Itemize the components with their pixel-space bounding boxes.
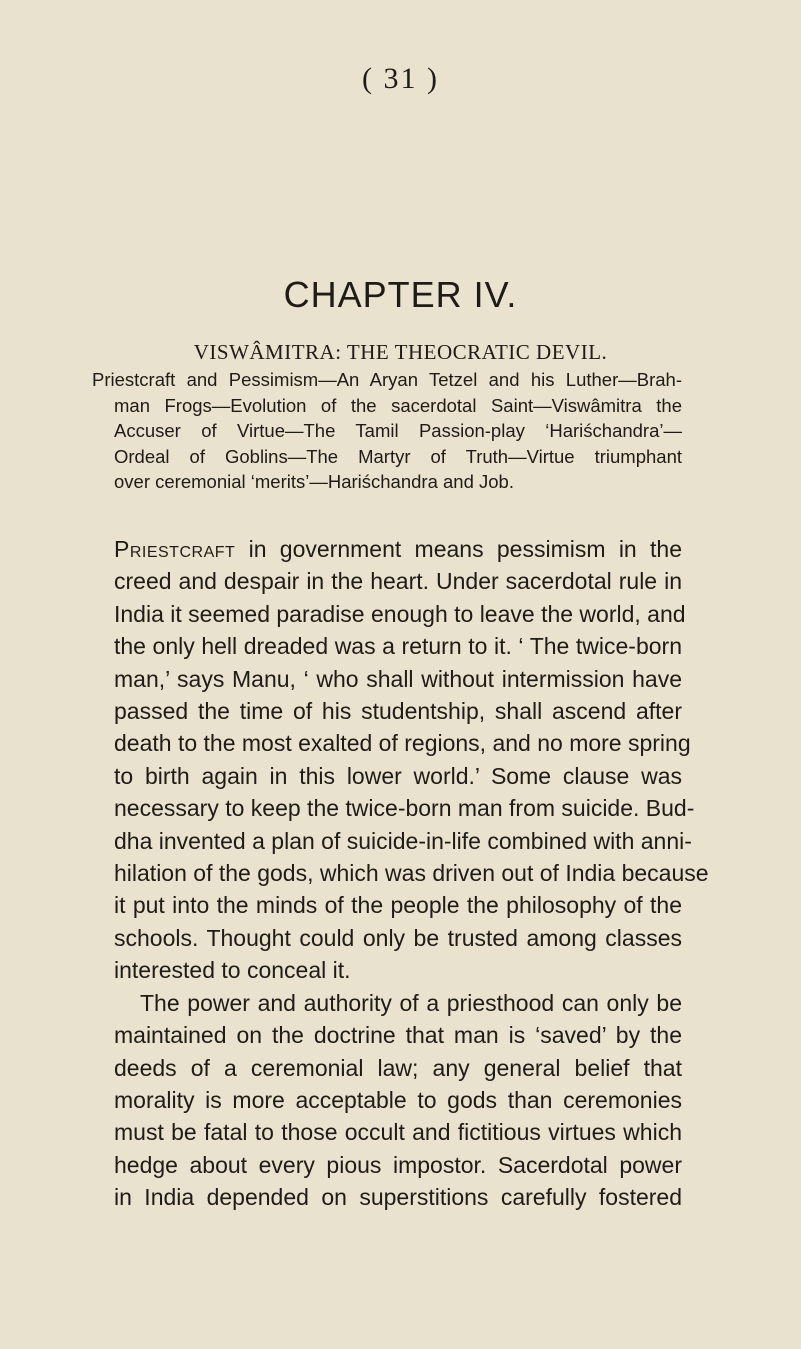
chapter-heading: CHAPTER IV. [283,274,518,315]
text-line: it put into the minds of the people the philosophy of the [114,892,682,919]
text-line: maintained on the doctrine that man is ‘saved’ by the [114,1022,682,1049]
text-line: India it seemed paradise enough to leave the world, and [114,600,686,627]
text-line: death to the most exalted of regions, and no more spring [114,730,691,757]
paragraph-1-first-line [114,533,682,565]
text-line: morality is more acceptable to gods than ceremonies [114,1086,682,1113]
text-line: The power and authority of a priesthood can only be [140,989,682,1016]
page-number: ( 31 ) [362,62,439,95]
body-text [114,533,709,1214]
text-line: deeds of a ceremonial law; any general belief that [114,1054,682,1081]
synopsis-line: over ceremonial ‘merits’—Hariśchandra and Job. [114,471,514,492]
text-line: necessary to keep the twice-born man from suicide. Bud- [114,795,695,822]
synopsis-line: Priestcraft and Pessimism—An Aryan Tetzel and his Luther—Brah- [92,369,682,390]
text-line: creed and despair in the heart. Under sacerdotal rule in [114,568,682,595]
chapter-synopsis [92,367,682,495]
text-line: to birth again in this lower world.’ Some clause was [114,762,682,789]
text-line: schools. Thought could only be trusted among classes [114,924,682,951]
text-line: must be fatal to those occult and fictitious virtues which [114,1119,682,1146]
text-line: in India depended on superstitions carefully fostered [114,1184,682,1211]
text-line: hedge about every pious impostor. Sacerdotal power [114,1151,682,1178]
text-line: the only hell dreaded was a return to it. ‘ The twice-born [114,633,682,660]
synopsis-line: Ordeal of Goblins—The Martyr of Truth—Virtue triumphant [114,445,682,467]
text-line: dha invented a plan of suicide-in-life combined with anni- [114,827,692,854]
synopsis-line: man Frogs—Evolution of the sacerdotal Saint—Viswâmitra the [114,394,682,416]
text-line: interested to conceal it. [114,957,351,984]
chapter-title: VISWÂMITRA: THE THEOCRATIC DEVIL. [193,340,608,364]
synopsis-line: Accuser of Virtue—The Tamil Passion-play ‘Hariśchandra’— [114,420,682,441]
text-line: man,’ says Manu, ‘ who shall without intermission have [114,665,682,692]
text-line: hilation of the gods, which was driven out of India because [114,860,709,887]
text-line: passed the time of his studentship, shall ascend after [114,698,682,725]
text-line: in government means pessimism in the [235,536,682,562]
lead-word: Priestcraft [114,536,236,562]
